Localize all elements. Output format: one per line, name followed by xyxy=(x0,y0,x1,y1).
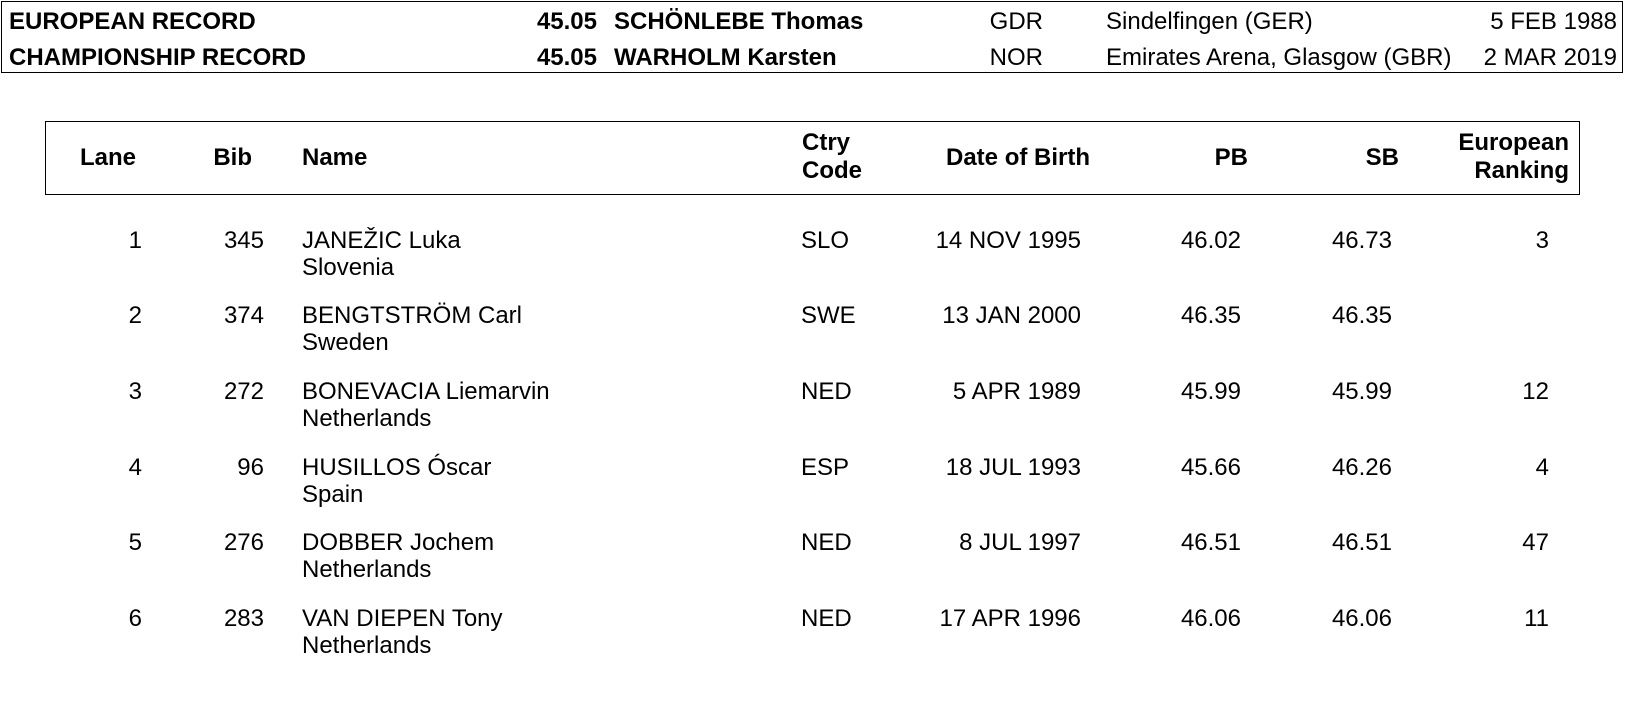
season-best: 46.06 xyxy=(1331,605,1392,632)
country-code: NED xyxy=(801,378,852,405)
date-of-birth: 8 JUL 1997 xyxy=(959,529,1081,556)
record-date: 5 FEB 1988 xyxy=(1490,8,1617,35)
athlete-name: BENGTSTRÖM Carl xyxy=(302,302,523,329)
header-country-code xyxy=(802,129,862,185)
athlete-country: Sweden xyxy=(302,329,389,356)
athlete-name: VAN DIEPEN Tony xyxy=(302,605,503,632)
bib: 283 xyxy=(223,605,264,632)
header-lane: Lane xyxy=(79,144,136,171)
european-ranking: 4 xyxy=(1535,454,1549,481)
table-row xyxy=(0,529,1626,605)
lane: 1 xyxy=(128,227,142,254)
personal-best: 46.02 xyxy=(1180,227,1241,254)
record-country: NOR xyxy=(989,44,1043,71)
country-code: ESP xyxy=(801,454,850,481)
table-row xyxy=(0,302,1626,378)
header-bib: Bib xyxy=(213,144,252,171)
header-pb: PB xyxy=(1214,144,1248,171)
athlete-country: Netherlands xyxy=(302,405,432,432)
athlete-name: JANEŽIC Luka xyxy=(302,227,461,254)
athlete-name: HUSILLOS Óscar xyxy=(302,454,492,481)
personal-best: 46.35 xyxy=(1180,302,1241,329)
header-rank-line1: European xyxy=(1458,129,1569,156)
european-ranking: 11 xyxy=(1524,605,1549,632)
table-row xyxy=(0,605,1626,681)
european-ranking: 47 xyxy=(1522,529,1549,556)
country-code: NED xyxy=(801,605,852,632)
bib: 374 xyxy=(223,302,264,329)
record-holder: SCHÖNLEBE Thomas xyxy=(614,8,864,35)
header-ctry-line2: Code xyxy=(802,157,862,184)
date-of-birth: 13 JAN 2000 xyxy=(942,302,1081,329)
record-date: 2 MAR 2019 xyxy=(1483,44,1617,71)
table-row xyxy=(0,378,1626,454)
record-venue: Sindelfingen (GER) xyxy=(1106,8,1313,35)
personal-best: 45.66 xyxy=(1180,454,1241,481)
athlete-country: Netherlands xyxy=(302,556,432,583)
season-best: 46.35 xyxy=(1331,302,1392,329)
date-of-birth: 17 APR 1996 xyxy=(939,605,1081,632)
country-code: SLO xyxy=(801,227,850,254)
header-ctry-line1: Ctry xyxy=(802,129,851,156)
european-ranking: 3 xyxy=(1535,227,1549,254)
record-country: GDR xyxy=(989,8,1043,35)
record-time: 45.05 xyxy=(536,44,597,71)
lane: 3 xyxy=(128,378,142,405)
record-type: CHAMPIONSHIP RECORD xyxy=(9,44,306,71)
lane: 2 xyxy=(128,302,142,329)
header-sb: SB xyxy=(1365,144,1399,171)
season-best: 46.51 xyxy=(1331,529,1392,556)
personal-best: 46.06 xyxy=(1180,605,1241,632)
header-date-of-birth: Date of Birth xyxy=(946,144,1090,171)
country-code: SWE xyxy=(801,302,856,329)
table-header xyxy=(45,121,1580,195)
season-best: 46.73 xyxy=(1331,227,1392,254)
country-code: NED xyxy=(801,529,852,556)
bib: 96 xyxy=(237,454,264,481)
bib: 272 xyxy=(223,378,264,405)
athlete-country: Netherlands xyxy=(302,632,432,659)
athlete-country: Slovenia xyxy=(302,254,395,281)
lane: 5 xyxy=(128,529,142,556)
table-row xyxy=(0,454,1626,530)
personal-best: 45.99 xyxy=(1180,378,1241,405)
header-european-ranking xyxy=(1458,129,1569,185)
european-ranking: 12 xyxy=(1522,378,1549,405)
record-time: 45.05 xyxy=(536,8,597,35)
records-box xyxy=(1,1,1623,73)
season-best: 46.26 xyxy=(1331,454,1392,481)
athlete-name: BONEVACIA Liemarvin xyxy=(302,378,550,405)
record-holder: WARHOLM Karsten xyxy=(614,44,837,71)
lane: 4 xyxy=(128,454,142,481)
european-record-row xyxy=(2,2,1622,38)
season-best: 45.99 xyxy=(1331,378,1392,405)
lane: 6 xyxy=(128,605,142,632)
personal-best: 46.51 xyxy=(1180,529,1241,556)
championship-record-row xyxy=(2,38,1622,74)
bib: 276 xyxy=(223,529,264,556)
date-of-birth: 5 APR 1989 xyxy=(952,378,1081,405)
bib: 345 xyxy=(223,227,264,254)
header-rank-line2: Ranking xyxy=(1474,157,1569,184)
date-of-birth: 14 NOV 1995 xyxy=(935,227,1081,254)
header-name: Name xyxy=(302,144,368,171)
athlete-country: Spain xyxy=(302,481,364,508)
table-row xyxy=(0,227,1626,303)
record-type: EUROPEAN RECORD xyxy=(9,8,256,35)
athlete-name: DOBBER Jochem xyxy=(302,529,495,556)
record-venue: Emirates Arena, Glasgow (GBR) xyxy=(1106,44,1452,71)
date-of-birth: 18 JUL 1993 xyxy=(945,454,1081,481)
